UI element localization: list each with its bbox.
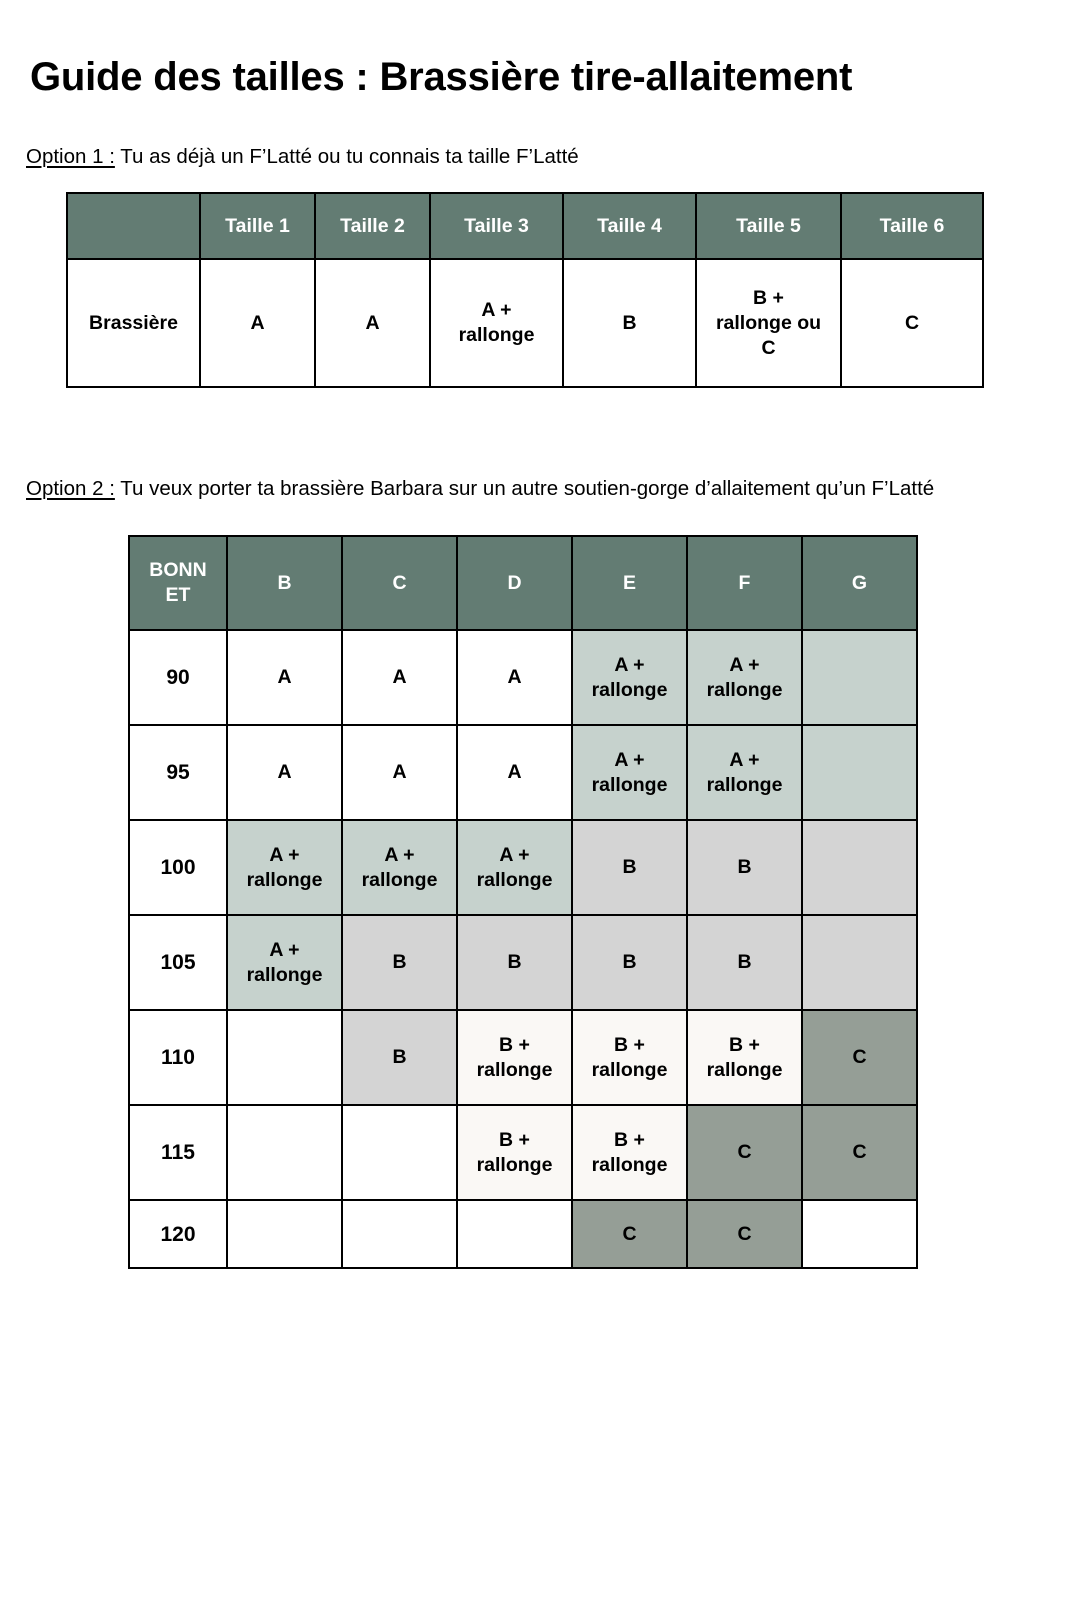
table2-row-header: 110	[129, 1010, 227, 1105]
cell-text-line: A	[250, 311, 265, 334]
table-header-row	[67, 193, 983, 259]
table1-cell	[841, 259, 983, 387]
cell-text-line: B	[737, 951, 752, 973]
page-title: Guide des tailles : Brassière tire-allaitement	[30, 54, 853, 99]
cell-text-line: C	[761, 336, 776, 359]
table2-cell	[457, 820, 572, 915]
table1-column-header-6: Taille 6	[841, 193, 983, 259]
cell-text-line: rallonge	[476, 1153, 553, 1176]
table2-row-header: 115	[129, 1105, 227, 1200]
table2-row-header: 95	[129, 725, 227, 820]
cell-text-line: rallonge	[246, 963, 323, 986]
table2-cell	[457, 630, 572, 725]
table2-cell	[342, 725, 457, 820]
cell-text-line: rallonge	[591, 678, 668, 701]
cell-text-line: B +	[753, 286, 784, 309]
table2-cell	[572, 630, 687, 725]
cell-text-line: B	[622, 951, 637, 973]
cell-text-line: A +	[729, 748, 760, 771]
table2-cell	[342, 820, 457, 915]
option-1-paragraph	[26, 141, 1026, 172]
cell-text-line: rallonge	[591, 773, 668, 796]
cell-text-line: A	[392, 761, 407, 783]
cell-text-line: A	[365, 311, 380, 334]
table2-cell	[802, 1010, 917, 1105]
cell-text-line: rallonge	[591, 1153, 668, 1176]
table2-cell	[802, 820, 917, 915]
cell-text-line: C	[737, 1141, 752, 1163]
table2-cell	[342, 1105, 457, 1200]
option-2-label: Option 2 :	[26, 476, 115, 500]
cell-text-line: B +	[729, 1033, 760, 1056]
cell-text-line: B +	[614, 1033, 645, 1056]
table1-cell	[563, 259, 696, 387]
table-row	[129, 1010, 917, 1105]
option-2-text: Tu veux porter ta brassière Barbara sur un autre soutien-gorge d’allaitement qu’un F’Latté	[114, 476, 935, 500]
cell-text-line: B	[392, 951, 407, 973]
table2-cell	[572, 1010, 687, 1105]
table1-cell	[696, 259, 841, 387]
table2-cell	[227, 1105, 342, 1200]
table1-cell	[430, 259, 563, 387]
table2-cell	[457, 1200, 572, 1268]
table2-cell	[227, 630, 342, 725]
cell-text-line: rallonge ou	[715, 311, 822, 334]
table-row	[129, 630, 917, 725]
cell-text-line: B	[507, 951, 522, 973]
cell-text-line: B	[392, 1046, 407, 1068]
cell-text-line: A +	[384, 843, 415, 866]
table1-cell	[315, 259, 430, 387]
table1-column-header-3: Taille 3	[430, 193, 563, 259]
table-row	[67, 259, 983, 387]
bonnet-size-table	[128, 535, 918, 1269]
cell-text-line: rallonge	[476, 1058, 553, 1081]
table2-cell	[227, 820, 342, 915]
cell-text-line: B +	[499, 1128, 530, 1151]
table2-cell	[572, 915, 687, 1010]
table2-cell	[802, 1105, 917, 1200]
table1-cell	[200, 259, 315, 387]
table1-column-header-2: Taille 2	[315, 193, 430, 259]
cell-text-line: C	[622, 1222, 637, 1245]
cell-text-line: C	[852, 1141, 867, 1163]
cell-text-line: A	[507, 761, 522, 783]
table2-cell	[572, 820, 687, 915]
table2-row-header: 105	[129, 915, 227, 1010]
table2-row-header: 120	[129, 1200, 227, 1268]
table1-corner-header	[67, 193, 200, 259]
table1-column-header-4: Taille 4	[563, 193, 696, 259]
table2-cell	[687, 1010, 802, 1105]
cell-text-line: C	[904, 311, 920, 334]
table2-column-header-b: B	[227, 536, 342, 630]
table2-cell	[457, 725, 572, 820]
table2-cell	[572, 1105, 687, 1200]
cell-text-line: A +	[499, 843, 530, 866]
table2-cell	[802, 915, 917, 1010]
cell-text-line: rallonge	[706, 773, 783, 796]
table2-cell	[687, 1200, 802, 1268]
cell-text-line: B +	[614, 1128, 645, 1151]
table-row	[129, 915, 917, 1010]
table1-row-header: Brassière	[67, 259, 200, 387]
table2-row-header: 100	[129, 820, 227, 915]
table2-cell	[457, 1010, 572, 1105]
table-header-row	[129, 536, 917, 630]
table1-column-header-5: Taille 5	[696, 193, 841, 259]
table2-cell	[687, 1105, 802, 1200]
table2-cell	[687, 915, 802, 1010]
cell-text-line: rallonge	[246, 868, 323, 891]
table2-column-header-f: F	[687, 536, 802, 630]
table2-cell	[227, 915, 342, 1010]
cell-text-line: C	[852, 1046, 867, 1068]
option-1-label: Option 1 :	[26, 144, 115, 168]
cell-text-line: A +	[614, 748, 645, 771]
cell-text-line: rallonge	[458, 324, 535, 346]
table-row	[129, 725, 917, 820]
cell-text-line: rallonge	[706, 678, 783, 701]
cell-text-line: A +	[614, 653, 645, 676]
table2-cell	[457, 1105, 572, 1200]
table-row	[129, 1200, 917, 1268]
table2-cell	[687, 725, 802, 820]
cell-text-line: A +	[481, 299, 512, 321]
cell-text-line: A	[392, 666, 407, 688]
option-2-paragraph	[26, 473, 986, 504]
cell-text-line: B	[737, 856, 752, 878]
cell-text-line: C	[737, 1222, 752, 1245]
table2-column-header-e: E	[572, 536, 687, 630]
table2-cell	[457, 915, 572, 1010]
cell-text-line: A	[277, 666, 292, 688]
table2-cell	[342, 915, 457, 1010]
table1-column-header-1: Taille 1	[200, 193, 315, 259]
table2-row-header: 90	[129, 630, 227, 725]
cell-text-line: rallonge	[706, 1058, 783, 1081]
flatte-size-table	[66, 192, 984, 388]
table2-cell	[342, 1200, 457, 1268]
cell-text-line: B	[622, 856, 637, 878]
table2-cell	[802, 1200, 917, 1268]
table2-column-header-g: G	[802, 536, 917, 630]
cell-text-line: A +	[269, 843, 300, 866]
cell-text-line: B	[622, 311, 637, 334]
table2-cell	[342, 1010, 457, 1105]
table2-column-header-d: D	[457, 536, 572, 630]
table-row	[129, 820, 917, 915]
table-row	[129, 1105, 917, 1200]
cell-text-line: BONN	[149, 559, 207, 581]
table2-cell	[227, 1010, 342, 1105]
cell-text-line: rallonge	[476, 868, 553, 891]
option-1-text: Tu as déjà un F’Latté ou tu connais ta taille F’Latté	[114, 144, 579, 168]
cell-text-line: ET	[165, 584, 191, 606]
cell-text-line: A	[507, 666, 522, 688]
table2-cell	[687, 630, 802, 725]
table2-cell	[802, 725, 917, 820]
cell-text-line: A	[277, 761, 292, 783]
table2-cell	[572, 725, 687, 820]
cell-text-line: A +	[729, 653, 760, 676]
cell-text-line: B +	[499, 1033, 530, 1056]
table2-cell	[687, 820, 802, 915]
table2-corner-header	[129, 536, 227, 630]
table2-cell	[802, 630, 917, 725]
cell-text-line: rallonge	[361, 868, 438, 891]
cell-text-line: A +	[269, 938, 300, 961]
cell-text-line: rallonge	[591, 1058, 668, 1081]
table2-cell	[227, 725, 342, 820]
table2-cell	[342, 630, 457, 725]
table2-column-header-c: C	[342, 536, 457, 630]
table2-cell	[227, 1200, 342, 1268]
table2-cell	[572, 1200, 687, 1268]
